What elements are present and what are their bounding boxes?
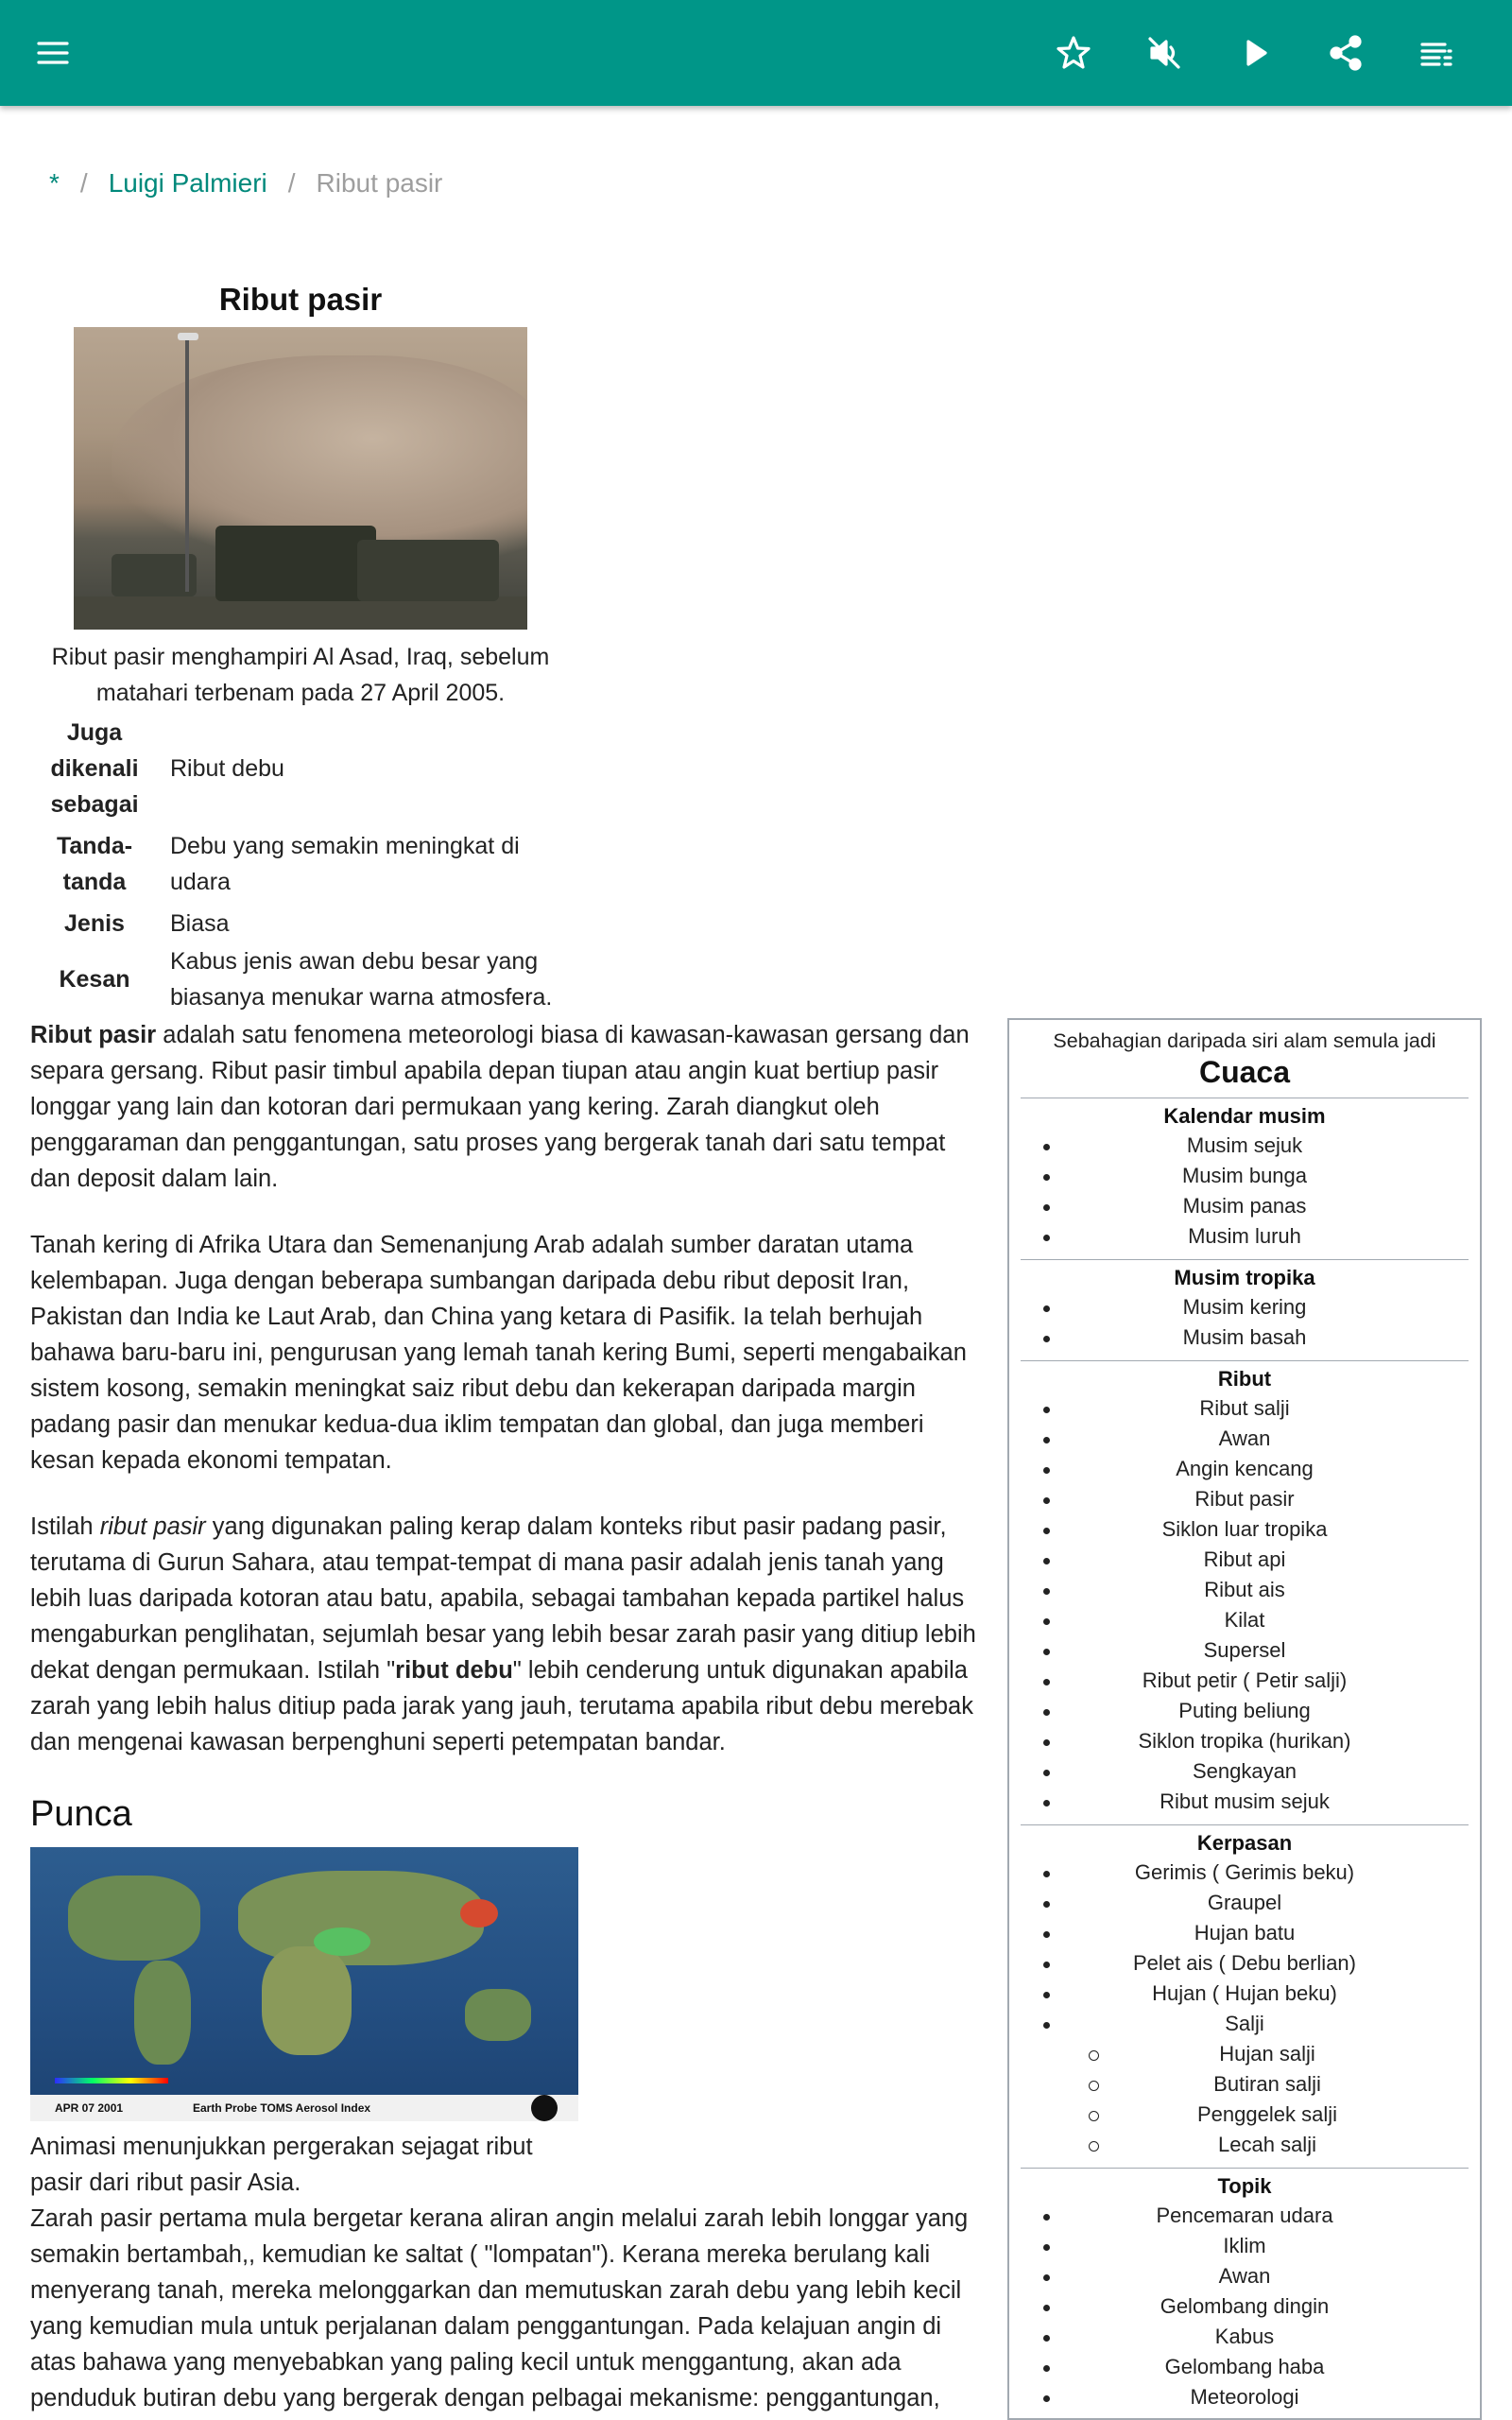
infobox-value: Ribut debu bbox=[170, 755, 284, 782]
navbox-group-title[interactable]: Kerpasan bbox=[1196, 1831, 1293, 1855]
breadcrumb-separator: / bbox=[79, 168, 88, 198]
infobox-value: Debu yang semakin meningkat di udara bbox=[170, 833, 520, 895]
infobox-caption: Ribut pasir menghampiri Al Asad, Iraq, sebelum matahari terbenam pada 27 April 2005. bbox=[51, 644, 550, 706]
infobox-label: Juga dikenali sebagai bbox=[50, 719, 139, 818]
play-icon[interactable] bbox=[1227, 25, 1283, 81]
navbox-item[interactable]: Ribut salji bbox=[1021, 1393, 1469, 1424]
playlist-icon[interactable] bbox=[1408, 25, 1465, 81]
nasa-logo-icon bbox=[531, 2095, 558, 2121]
navbox-subitem[interactable]: Penggelek salji bbox=[1021, 2100, 1469, 2130]
navbox-item[interactable]: Musim basah bbox=[1021, 1322, 1469, 1353]
navbox-item[interactable]: Gelombang dingin bbox=[1021, 2291, 1469, 2322]
navbox-item[interactable]: Pelet ais ( Debu berlian) bbox=[1021, 1948, 1469, 1979]
navbox-item[interactable]: Kabus bbox=[1021, 2322, 1469, 2352]
infobox bbox=[30, 276, 571, 1011]
navbox-subitem[interactable]: Hujan salji bbox=[1021, 2039, 1469, 2069]
image-caption: Animasi menunjukkan pergerakan sejagat ribut pasir dari ribut pasir Asia. bbox=[30, 2134, 533, 2196]
navbox-group-title[interactable]: Musim tropika bbox=[1174, 1266, 1315, 1289]
navbox-item[interactable]: Awan bbox=[1021, 1424, 1469, 1454]
navbox-item[interactable]: Ribut musim sejuk bbox=[1021, 1787, 1469, 1817]
breadcrumb-separator: / bbox=[287, 168, 296, 198]
article-paragraph: Istilah ribut pasir yang digunakan paling kerap dalam konteks ribut pasir padang pasir, terutama di Gurun Sahara, atau tempat-tempat di mana pasir adalah jenis tanah yang lebih luas daripada kotoran atau batu, apabila, sebagai tambahan kepada partikel halus mengaburkan penglihatan, sejumlah besar yang lebih besar zarah pasir yang ditiup lebih dekat dengan permukaan. Istilah "ribut debu" lebih cenderung untuk digunakan apabila zarah yang lebih halus ditiup pada jarak yang jauh, terutama apabila ribut debu merebak dan mengenai kawasan berpenghuni seperti petempatan bandar. bbox=[30, 1513, 976, 1755]
navbox-group bbox=[1021, 1259, 1469, 1353]
breadcrumb-parent[interactable]: Luigi Palmieri bbox=[108, 168, 267, 198]
navbox-group bbox=[1021, 1824, 1469, 2160]
article-paragraph: Zarah pasir pertama mula bergetar kerana aliran angin melalui zarah lebih longgar yang semakin bertambah,, kemudian ke saltat ( "lompatan"). Kerana mereka berulang kali menyerang tanah, mereka melonggarkan dan memutuskan zarah debu yang lebih kecil yang kemudian mula untuk perjalanan dalam penggantungan. Pada kelajuan angin di atas bahawa yang menyebabkan yang paling kecil untuk menggantung, akan ada penduduk butiran debu yang bergerak dengan pelbagai mekanisme: penggantungan, bbox=[30, 2205, 969, 2411]
navbox-item[interactable]: Musim bunga bbox=[1021, 1161, 1469, 1191]
navbox-item[interactable]: Awan bbox=[1021, 2261, 1469, 2291]
navbox-group bbox=[1021, 1360, 1469, 1817]
navbox-item[interactable]: Siklon luar tropika bbox=[1021, 1514, 1469, 1545]
volume-off-icon[interactable] bbox=[1136, 25, 1193, 81]
app-bar bbox=[0, 0, 1512, 106]
infobox-row bbox=[30, 713, 571, 824]
star-icon[interactable] bbox=[1045, 25, 1102, 81]
navbox-item[interactable]: Graupel bbox=[1021, 1888, 1469, 1918]
navbox-item[interactable]: Kilat bbox=[1021, 1605, 1469, 1635]
navbox-group-title[interactable]: Kalendar musim bbox=[1163, 1104, 1326, 1128]
navbox-item[interactable]: Siklon tropika (hurikan) bbox=[1021, 1726, 1469, 1756]
navbox-item[interactable]: Angin kencang bbox=[1021, 1454, 1469, 1484]
share-icon[interactable] bbox=[1317, 25, 1374, 81]
navbox-item[interactable]: Gerimis ( Gerimis beku) bbox=[1021, 1858, 1469, 1888]
infobox-row bbox=[30, 904, 571, 943]
infobox-title: Ribut pasir bbox=[218, 282, 383, 317]
map-date: APR 07 2001 bbox=[55, 2101, 124, 2115]
map-label: Earth Probe TOMS Aerosol Index bbox=[193, 2101, 371, 2115]
navbox-item[interactable]: Hujan ( Hujan beku) bbox=[1021, 1979, 1469, 2009]
breadcrumb-home[interactable]: * bbox=[49, 168, 60, 198]
navbox-above: Sebahagian daripada siri alam semula jadi bbox=[1053, 1029, 1436, 1052]
navbox-title[interactable]: Cuaca bbox=[1198, 1055, 1291, 1089]
infobox-label: Jenis bbox=[64, 910, 125, 937]
navbox-item[interactable]: Salji bbox=[1021, 2009, 1469, 2039]
article-paragraph: Tanah kering di Afrika Utara dan Semenanjung Arab adalah sumber daratan utama kelembapan. Juga dengan beberapa sumbangan daripada debu ribut deposit Iran, Pakistan dan India ke Laut Arab, dan China yang ketara di Pasifik. Ia telah berhujah bahawa baru-baru ini, pengurusan yang lemah tanah kering Bumi, seperti mengabaikan sistem kosong, semakin meningkat saiz ribut debu dan kekerapan daripada margin padang pasir dan menukar kedua-dua iklim tempatan dan global, dan juga memberi kesan kepada ekonomi tempatan. bbox=[30, 1232, 967, 1474]
navbox-item[interactable]: Pencemaran udara bbox=[1021, 2201, 1469, 2231]
navbox-subitem[interactable]: Butiran salji bbox=[1021, 2069, 1469, 2100]
infobox-value: Kabus jenis awan debu besar yang biasanya menukar warna atmosfera. bbox=[170, 948, 553, 1011]
navbox-item[interactable]: Ribut pasir bbox=[1021, 1484, 1469, 1514]
navbox-item[interactable]: Musim sejuk bbox=[1021, 1131, 1469, 1161]
navbox-item[interactable]: Hujan batu bbox=[1021, 1918, 1469, 1948]
navbox-item[interactable]: Musim luruh bbox=[1021, 1221, 1469, 1252]
navbox-item[interactable]: Musim panas bbox=[1021, 1191, 1469, 1221]
infobox-label: Kesan bbox=[59, 966, 130, 993]
infobox-value: Biasa bbox=[170, 910, 230, 937]
navbox-item[interactable]: Gelombang haba bbox=[1021, 2352, 1469, 2382]
navbox-item[interactable]: Ribut api bbox=[1021, 1545, 1469, 1575]
navbox-item[interactable]: Ribut petir ( Petir salji) bbox=[1021, 1666, 1469, 1696]
navbox-group-title[interactable]: Ribut bbox=[1217, 1367, 1272, 1391]
navbox-group bbox=[1021, 1098, 1469, 1252]
sandstorm-photo[interactable] bbox=[74, 327, 527, 630]
article-paragraph: Ribut pasir adalah satu fenomena meteorologi biasa di kawasan-kawasan gersang dan separa gersang. Ribut pasir timbul apabila depan tiupan atau angin kuat bertiup pasir longgar yang lain dan kotoran dari permukaan yang kering. Zarah diangkut oleh penggaraman dan penggantungan, satu proses yang bergerak tanah dari satu tempat dan deposit dalam lain. bbox=[30, 1022, 970, 1192]
navbox-item[interactable]: Ribut ais bbox=[1021, 1575, 1469, 1605]
infobox-label: Tanda-tanda bbox=[56, 833, 133, 895]
navbox-item[interactable]: Puting beliung bbox=[1021, 1696, 1469, 1726]
navbox-item[interactable]: Iklim bbox=[1021, 2231, 1469, 2261]
navbox-group bbox=[1021, 2168, 1469, 2412]
infobox-row bbox=[30, 824, 571, 904]
section-heading: Punca bbox=[30, 1794, 132, 1834]
weather-navbox bbox=[1007, 1018, 1482, 2420]
aerosol-map[interactable] bbox=[30, 1847, 578, 2121]
navbox-item[interactable]: Musim kering bbox=[1021, 1292, 1469, 1322]
breadcrumb-current: Ribut pasir bbox=[316, 168, 443, 198]
term-bold: Ribut pasir bbox=[30, 1022, 157, 1048]
navbox-item[interactable]: Sengkayan bbox=[1021, 1756, 1469, 1787]
navbox-subitem[interactable]: Lecah salji bbox=[1021, 2130, 1469, 2160]
navbox-group-title[interactable]: Topik bbox=[1217, 2174, 1272, 2198]
navbox-item[interactable]: Supersel bbox=[1021, 1635, 1469, 1666]
breadcrumb bbox=[49, 168, 442, 199]
navbox-item[interactable]: Meteorologi bbox=[1021, 2382, 1469, 2412]
infobox-row bbox=[30, 942, 571, 1017]
menu-icon[interactable] bbox=[25, 25, 81, 81]
